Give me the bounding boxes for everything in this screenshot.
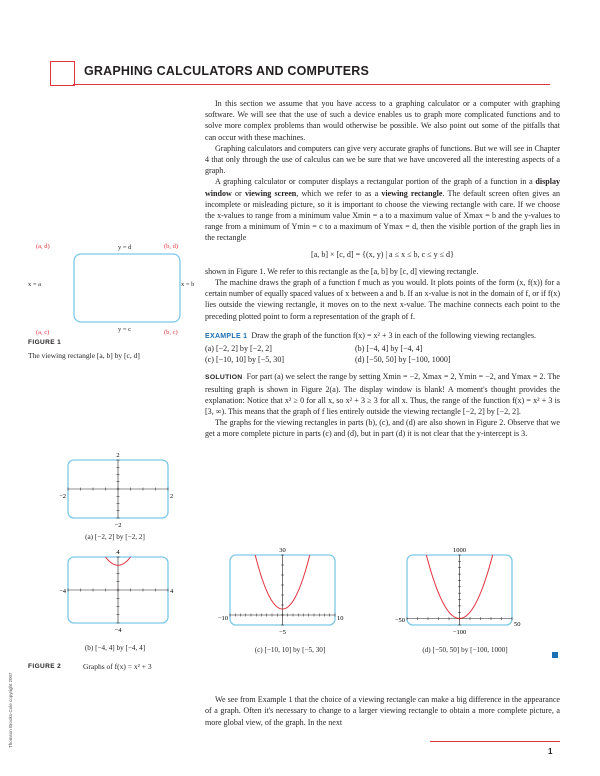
graph-b-caption: (b) [−4, 4] by [−4, 4] bbox=[84, 644, 146, 652]
label-left: x = a bbox=[28, 281, 42, 288]
body-text bbox=[205, 98, 560, 440]
graph-a-caption: (a) [−2, 2] by [−2, 2] bbox=[85, 533, 145, 541]
figure-1-title: FIGURE 1 bbox=[28, 339, 62, 346]
graph-a bbox=[28, 450, 204, 530]
y-min-label: −100 bbox=[452, 629, 467, 636]
part-c: (c) [−10, 10] by [−5, 30] bbox=[205, 355, 285, 365]
y-max-label: 30 bbox=[279, 547, 286, 554]
part-b: (b) [−4, 4] by [−4, 4] bbox=[355, 344, 423, 354]
page-title: GRAPHING CALCULATORS AND COMPUTERS bbox=[84, 64, 370, 78]
graph-c bbox=[205, 545, 375, 640]
corner-tr: (b, d) bbox=[164, 243, 179, 250]
y-max-label: 4 bbox=[116, 549, 120, 556]
graph-b bbox=[28, 545, 204, 640]
solution-label: SOLUTION bbox=[205, 374, 243, 382]
x-min-label: −10 bbox=[217, 615, 228, 622]
graph-c-caption: (c) [−10, 10] by [−5, 30] bbox=[254, 646, 326, 654]
corner-br: (b, c) bbox=[164, 329, 178, 336]
figure-1 bbox=[28, 238, 208, 338]
paragraph: The machine draws the graph of a function f much as you would. It plots points of the form (x, f(x)) for a certain number of equally spaced values of x between a and b. If an x-value is not in the domain of f, or if f(x) lies outside the viewing rectangle, it moves on to the next x-value. The machine connects each point to the preceding plotted point to form a representation of the graph of f. bbox=[205, 278, 560, 321]
rectangle-formula: [a, b] × [c, d] = {(x, y) | a ≤ x ≤ b, c ≤ y ≤ d} bbox=[311, 249, 454, 259]
body-text-continued bbox=[205, 694, 560, 728]
header-rule bbox=[73, 84, 550, 85]
paragraph: shown in Figure 1. We refer to this rectangle as the [a, b] by [c, d] viewing rectangle. bbox=[205, 266, 479, 276]
end-of-solution-marker bbox=[552, 652, 558, 658]
solution: SOLUTION For part (a) we select the range by setting Xmin = −2, Xmax = 2, Ymin = −2, and Ymax = 2. The resulting graph is shown in Figure 2(a). The display window is blank! A moment's thought provides the explanation: Notice that x² ≥ 0 for all x, so x² + 3 ≥ 3 for all x. Thus, the range of the function f(x) = x² + 3 is [3, ∞). This means that the graph of f lies entirely outside the viewing rectangle [−2, 2] by [−2, 2]. bbox=[205, 372, 560, 417]
paragraph: Graphing calculators and computers can give very accurate graphs of functions. But we will see in Chapter 4 that only through the use of calculus can we be sure that we have uncovered all the interesting aspects of a graph. bbox=[205, 143, 560, 176]
corner-bl: (a, c) bbox=[36, 329, 50, 336]
x-max-label: 10 bbox=[337, 615, 344, 622]
page-number: 1 bbox=[548, 747, 553, 756]
figure-2-caption: Graphs of f(x) = x² + 3 bbox=[83, 662, 152, 671]
graph-d-caption: (d) [−50, 50] by [−100, 1000] bbox=[422, 646, 508, 654]
example-label: EXAMPLE 1 bbox=[205, 332, 248, 340]
y-min-label: −2 bbox=[114, 522, 122, 529]
label-top: y = d bbox=[118, 244, 132, 251]
part-a: (a) [−2, 2] by [−2, 2] bbox=[205, 344, 272, 354]
label-right: x = b bbox=[181, 281, 195, 288]
graph-d bbox=[385, 545, 555, 640]
figure-1-caption: The viewing rectangle [a, b] by [c, d] bbox=[28, 351, 140, 360]
x-max-label: 2 bbox=[170, 493, 174, 500]
side-note: Thomson Brooks-Cole copyright 2007 bbox=[8, 672, 13, 748]
example-parts bbox=[205, 343, 560, 365]
y-max-label: 1000 bbox=[453, 547, 466, 554]
paragraph: A graphing calculator or computer displays a rectangular portion of the graph of a function in a display window or viewing screen, which we refer to as a viewing rectangle. The default screen often gives an incomplete or misleading picture, so it is important to choose the viewing rectangle with care. If we choose the x-values to range from a minimum value Xmin = a to a maximum value of Xmax = b and the y-values to range from a minimum of Ymin = c to a maximum of Ymax = d, then the visible portion of the graph lies in the rectangle bbox=[205, 177, 561, 243]
x-min-label: −50 bbox=[394, 617, 405, 624]
header-box bbox=[50, 61, 75, 86]
paragraph: In this section we assume that you have access to a graphing calculator or a computer with graphing software. We will see that the use of such a device enables us to graph more complicated functions and to solve more complex problems than would otherwise be possible. We also point out some of the pitfalls that can occur with these machines. bbox=[205, 99, 560, 142]
part-d: (d) [−50, 50] by [−100, 1000] bbox=[355, 355, 451, 365]
x-max-label: 50 bbox=[514, 621, 521, 628]
figure-2-title: FIGURE 2 bbox=[28, 663, 62, 670]
x-min-label: −4 bbox=[59, 588, 66, 595]
label-bottom: y = c bbox=[118, 326, 132, 333]
paragraph: We see from Example 1 that the choice of a viewing rectangle can make a big difference in the appearance of a graph. Often it's necessary to change to a larger viewing rectangle to obtain a more complete picture, a more global view, of the graph. In the next bbox=[205, 695, 560, 727]
example-1: EXAMPLE 1 Draw the graph of the function f(x) = x² + 3 in each of the following viewing rectangles. bbox=[205, 330, 536, 340]
paragraph: The graphs for the viewing rectangles in parts (b), (c), and (d) are also shown in Figure 2. Observe that we get a more complete picture in parts (c) and (d), but in part (d) it is not clear that the y-intercept is 3. bbox=[205, 418, 560, 439]
y-max-label: 2 bbox=[116, 452, 120, 459]
viewing-rectangle bbox=[74, 254, 180, 322]
y-min-label: −5 bbox=[279, 629, 286, 636]
x-min-label: −2 bbox=[59, 493, 66, 500]
footer-rule bbox=[430, 741, 560, 742]
y-min-label: −4 bbox=[114, 627, 122, 634]
corner-tl: (a, d) bbox=[36, 243, 50, 250]
x-max-label: 4 bbox=[170, 588, 174, 595]
